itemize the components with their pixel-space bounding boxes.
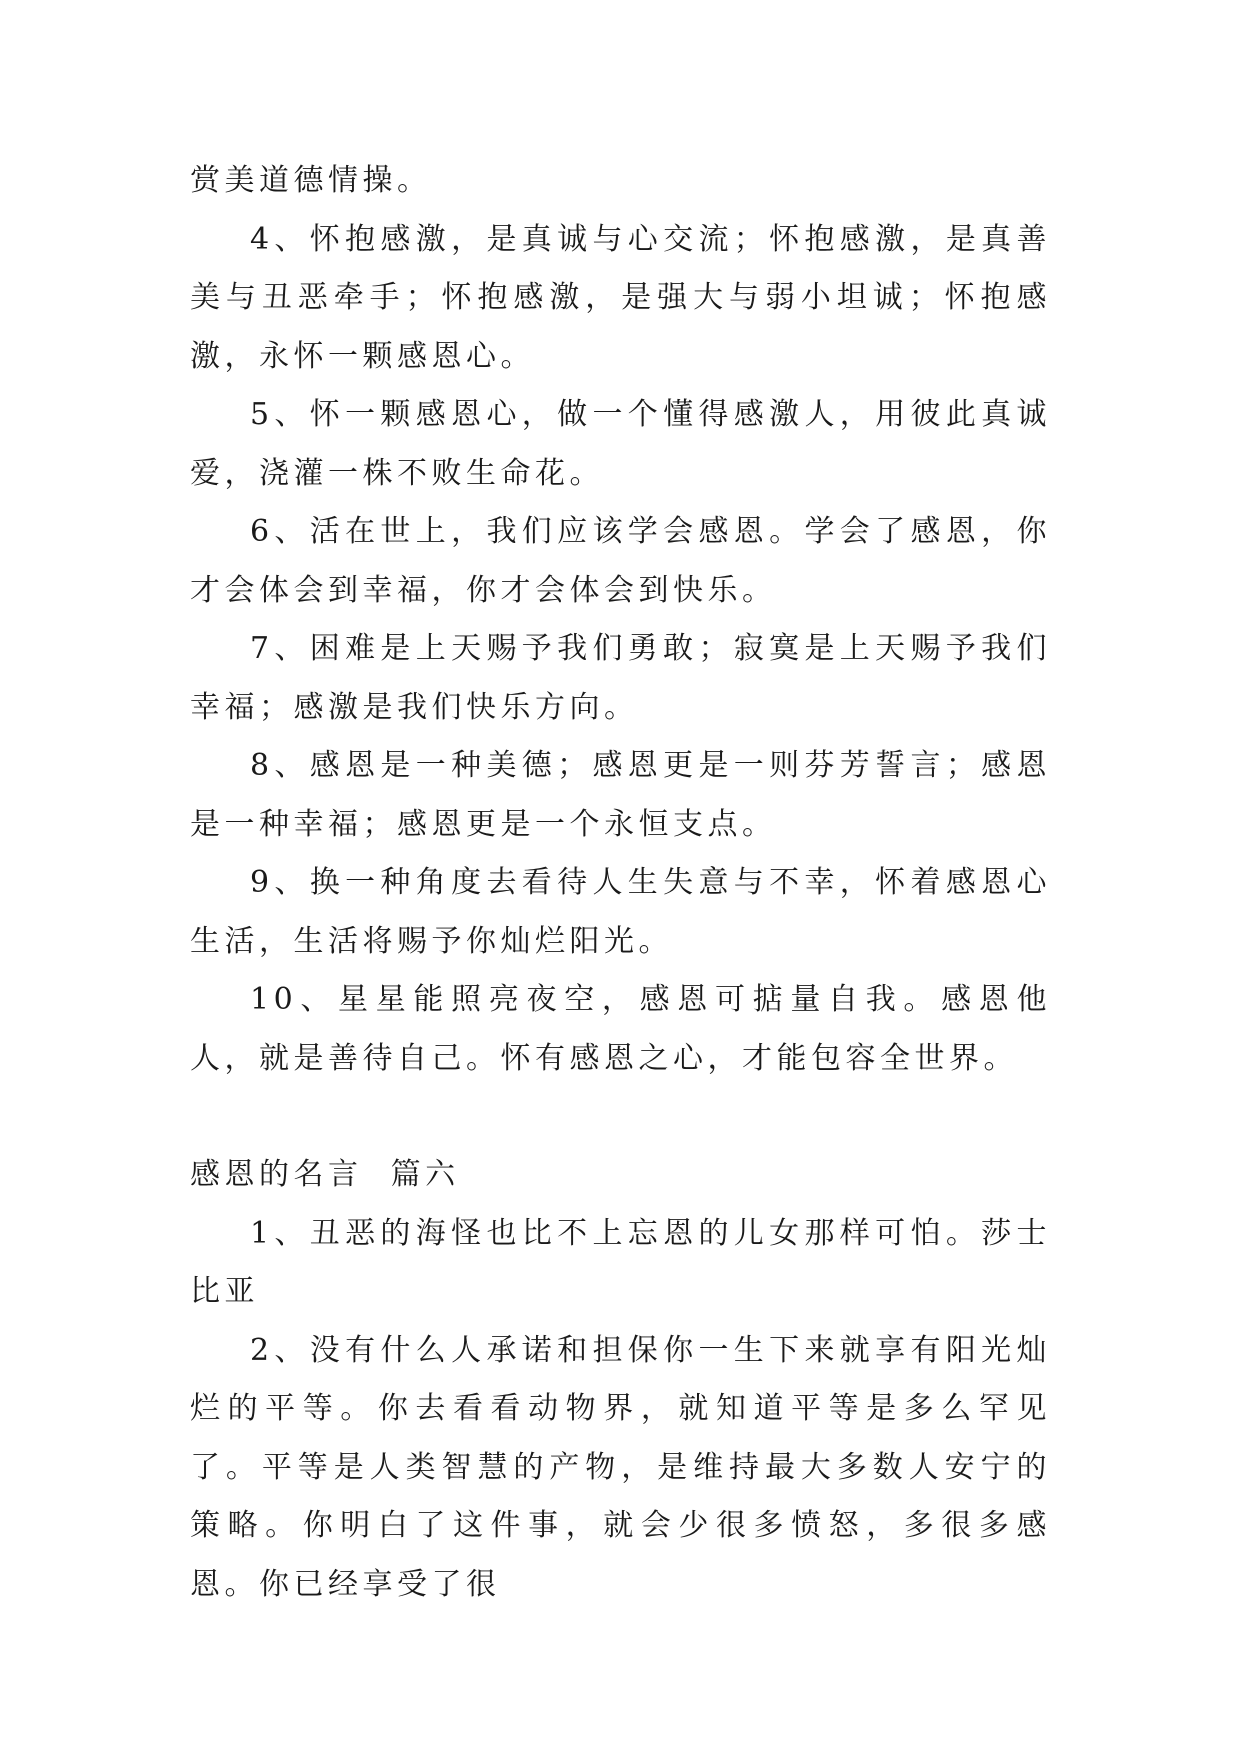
lead-paragraph: 赏美道德情操。 <box>190 163 432 198</box>
list-item: 5、怀一颗感恩心，做一个懂得感激人，用彼此真诚爱，浇灌一株不败生命花。 <box>190 397 1051 491</box>
list-item: 10、星星能照亮夜空，感恩可掂量自我。感恩他人，就是善待自己。怀有感恩之心，才能包容全世界。 <box>190 982 1051 1076</box>
list-item: 7、困难是上天赐予我们勇敢；寂寞是上天赐予我们幸福；感激是我们快乐方向。 <box>190 631 1051 725</box>
list-item: 9、换一种角度去看待人生失意与不幸，怀着感恩心生活，生活将赐予你灿烂阳光。 <box>190 865 1051 959</box>
list-item: 6、活在世上，我们应该学会感恩。学会了感恩，你才会体会到幸福，你才会体会到快乐。 <box>190 514 1051 608</box>
list-item: 4、怀抱感激，是真诚与心交流；怀抱感激，是真善美与丑恶牵手；怀抱感激，是强大与弱小坦诚；怀抱感激，永怀一颗感恩心。 <box>190 221 1051 374</box>
list-item: 2、没有什么人承诺和担保你一生下来就享有阳光灿烂的平等。你去看看动物界，就知道平等是多么罕见了。平等是人类智慧的产物，是维持最大多数人安宁的策略。你明白了这件事，就会少很多愤怒，多很多感恩。你已经享受了很 <box>190 1332 1051 1602</box>
list-item: 1、丑恶的海怪也比不上忘恩的儿女那样可怕。莎士比亚 <box>190 1215 1051 1309</box>
document-page <box>190 152 1051 1614</box>
list-item: 8、感恩是一种美德；感恩更是一则芬芳誓言；感恩是一种幸福；感恩更是一个永恒支点。 <box>190 748 1051 842</box>
section-heading: 感恩的名言 篇六 <box>190 1157 460 1192</box>
